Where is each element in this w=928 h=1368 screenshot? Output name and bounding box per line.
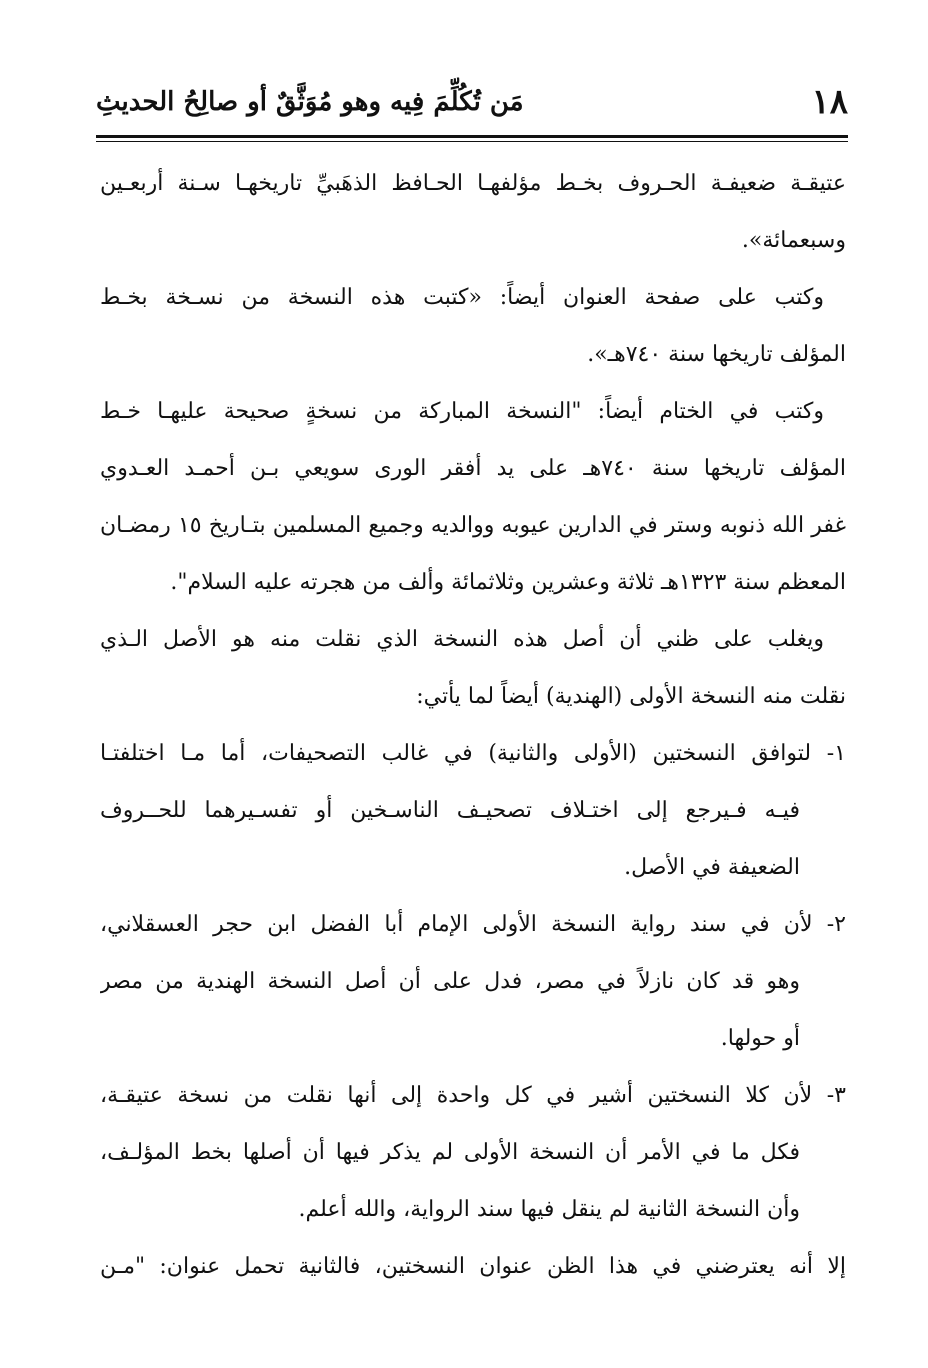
text-line: فيـه فـيرجع إلى اختـلاف تصحيـف الناسـخين أو تفسـيرهما للحــروف <box>100 798 800 823</box>
text-line: إلا أنه يعترضني في هذا الظن عنوان النسختين، فالثانية تحمل عنوان: "مـن <box>100 1254 846 1279</box>
text-line: وكتب في الختام أيضاً: "النسخة المباركة من نسخةٍ صحيحة عليهـا خـط <box>100 399 824 424</box>
header-rule <box>96 135 848 138</box>
text-line: المؤلف تاريخها سنة ٧٤٠هـ». <box>587 342 846 367</box>
text-line: الضعيفة في الأصل. <box>624 855 800 880</box>
text-line: وسبعمائة». <box>741 228 846 253</box>
list-item-3: ٣- لأن كلا النسختين أشير في كل واحدة إلى أنها نقلت من نسخة عتيقـة، <box>100 1083 846 1108</box>
text-line: المؤلف تاريخها سنة ٧٤٠هـ على يد أفقر الورى سويعي بـن أحمـد العـدوي <box>100 456 846 481</box>
text-line: عتيقـة ضعيفـة الحـروف بخـط مؤلفهـا الحـافظ الذهَبيِّ تاريخهـا سـنة أربعـين <box>100 171 846 196</box>
header-rule-thin <box>96 141 848 142</box>
page-body <box>100 155 846 1295</box>
text-line: غفر الله ذنوبه وستر في الدارين عيوبه ووالديه وجميع المسلمين بتـاريخ ١٥ رمضـان <box>100 513 846 538</box>
text-line: فكل ما في الأمر أن النسخة الأولى لم يذكر فيها أن أصلها بخط المؤلـف، <box>100 1140 800 1165</box>
text-line: نقلت منه النسخة الأولى (الهندية) أيضاً لما يأتي: <box>416 684 846 709</box>
text-line: المعظم سنة ١٣٢٣هـ ثلاثة وعشرين وثلاثمائة وألف من هجرته عليه السلام". <box>170 570 846 595</box>
text-line: أو حولها. <box>720 1026 800 1051</box>
page-header <box>96 78 848 126</box>
text-line: وكتب على صفحة العنوان أيضاً: «كتبت هذه النسخة من نسـخة بخـط <box>100 285 824 310</box>
text-line: ويغلب على ظني أن أصل هذه النسخة الذي نقلت منه هو الأصل الـذي <box>100 627 824 652</box>
text-line: وأن النسخة الثانية لم ينقل فيها سند الرواية، والله أعلم. <box>298 1197 800 1222</box>
list-item-1: ١- لتوافق النسختين (الأولى والثانية) في غالب التصحيفات، أما مـا اختلفتـا <box>100 741 846 766</box>
running-title: مَن تُكُلِّمَ فِيه وهو مُوَثَّقٌ أو صالِحُ الحديثِ <box>96 87 524 117</box>
text-line: وهو قد كان نازلاً في مصر، فدل على أن أصل النسخة الهندية من مصر <box>100 969 800 994</box>
list-item-2: ٢- لأن في سند رواية النسخة الأولى الإمام أبا الفضل ابن حجر العسقلاني، <box>100 912 846 937</box>
page-number: ١٨ <box>811 82 848 122</box>
